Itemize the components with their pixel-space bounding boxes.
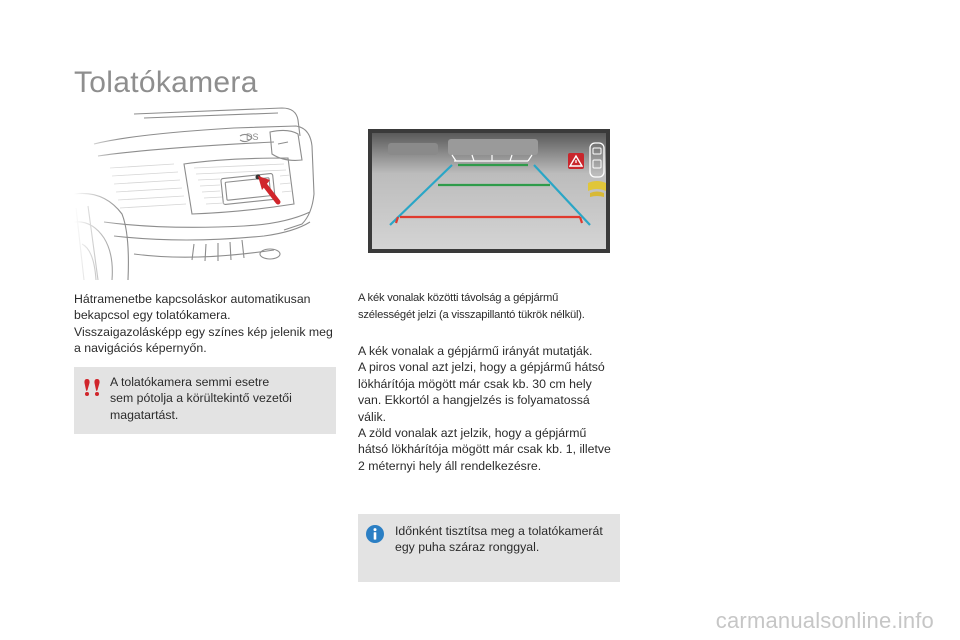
intro-paragraph [74, 291, 342, 357]
blue-lines-line: szélességét jelzi (a visszapillantó tükrök nélkül). [358, 308, 585, 321]
warning-box [74, 367, 336, 434]
page-title: Tolatókamera [74, 66, 258, 99]
rear-camera-screen-illustration [368, 129, 610, 253]
blue-lines-note [358, 290, 620, 324]
intro-line: Hátramenetbe kapcsoláskor automatikusan [74, 292, 311, 306]
blue-lines-line: A kék vonalak közötti távolság a gépjármű [358, 292, 559, 304]
intro-line: bekapcsol egy tolatókamera. [74, 308, 231, 323]
warning-line: sem pótolja a körültekintő vezetői [110, 391, 292, 406]
warning-text [110, 374, 326, 423]
screen-warning-icon [568, 153, 584, 169]
info-icon [366, 525, 384, 543]
guide-line: A zöld vonalak azt jelzik, hogy a gépjármű [358, 426, 587, 441]
guide-line: lökhárítója mögött már csak kb. 30 cm hely [358, 376, 592, 391]
guide-line: válik. [358, 409, 387, 424]
guide-line: hátsó lökhárítója mögött már csak kb. 1, illetve [358, 442, 611, 457]
info-text [395, 523, 611, 556]
warning-line: magatartást. [110, 407, 179, 422]
guide-lines-paragraph [358, 343, 620, 474]
guide-line: A kék vonalak a gépjármű irányát mutatják. [358, 344, 593, 358]
info-box [358, 514, 620, 582]
exclamation-warning-icon [82, 377, 102, 397]
info-line: Időnként tisztítsa meg a tolatókamerát [395, 524, 603, 538]
intro-line: a navigációs képernyőn. [74, 341, 207, 356]
car-rear-illustration [74, 104, 336, 280]
watermark: carmanualsonline.info [715, 608, 934, 633]
intro-line: Visszaigazolásképp egy színes kép jelenik meg [74, 324, 333, 339]
info-line: egy puha száraz ronggyal. [395, 540, 540, 555]
guide-line: van. Ekkortól a hangjelzés is folyamatossá [358, 393, 590, 408]
guide-line: A piros vonal azt jelzi, hogy a gépjármű hátsó [358, 360, 605, 375]
guide-line: 2 méternyi hely áll rendelkezésre. [358, 458, 542, 473]
warning-line: A tolatókamera semmi esetre [110, 375, 270, 389]
